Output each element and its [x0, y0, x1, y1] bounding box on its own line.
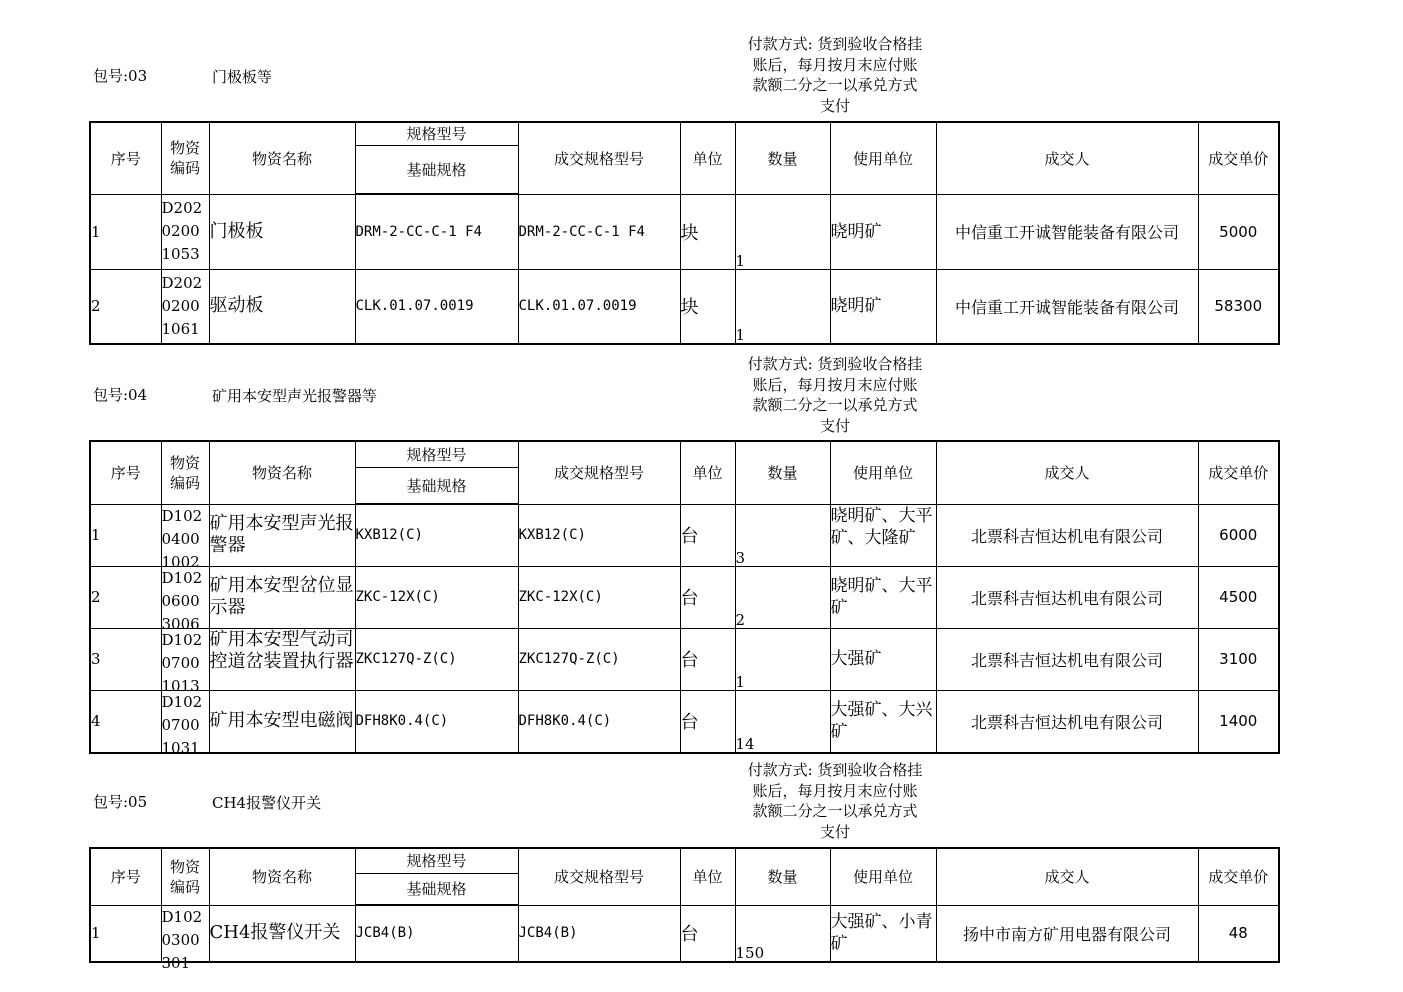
cell-name-text: 矿用本安型气动司控道岔装置执行器	[209, 628, 354, 672]
header-price: 成交单价	[1198, 122, 1279, 194]
payment-line: 支付	[819, 416, 850, 435]
cell-price: 3100	[1198, 628, 1279, 690]
cell-buyer: 北票科吉恒达机电有限公司	[936, 504, 1198, 566]
cell-name: 驱动板	[209, 269, 355, 344]
header-user-unit: 使用单位	[830, 441, 936, 504]
header-code-line: 编码	[169, 473, 200, 492]
header-code	[161, 848, 209, 905]
header-buyer: 成交人	[936, 848, 1198, 905]
cell-name: 矿用本安型声光报警器	[209, 504, 355, 566]
cell-user-unit: 大强矿	[830, 628, 936, 690]
cell-unit: 块	[680, 194, 735, 269]
cell-unit: 块	[680, 269, 735, 344]
cell-deal-spec: KXB12(C)	[518, 504, 680, 566]
header-spec-group: 规格型号	[355, 848, 518, 873]
header-code-line: 物资	[169, 453, 200, 472]
header-spec-base: 基础规格	[355, 467, 518, 504]
payment-terms	[735, 760, 935, 842]
payment-line: 账后，每月按月末应付账	[752, 781, 918, 800]
cell-unit: 台	[680, 690, 735, 753]
header-user-unit: 使用单位	[830, 848, 936, 905]
cell-unit: 台	[680, 504, 735, 566]
cell-seq: 2	[90, 269, 161, 344]
header-buyer: 成交人	[936, 122, 1198, 194]
header-deal-spec: 成交规格型号	[518, 441, 680, 504]
cell-user-unit	[830, 504, 936, 566]
cell-qty: 1	[735, 269, 830, 344]
cell-qty: 3	[735, 504, 830, 566]
cell-unit: 台	[680, 905, 735, 962]
header-price: 成交单价	[1198, 848, 1279, 905]
payment-line: 支付	[819, 822, 850, 841]
header-spec-group: 规格型号	[355, 122, 518, 145]
cell-buyer: 中信重工开诚智能装备有限公司	[936, 269, 1198, 344]
header-name: 物资名称	[209, 848, 355, 905]
cell-seq: 3	[90, 628, 161, 690]
package-number: 包号:04	[93, 386, 148, 404]
cell-price: 5000	[1198, 194, 1279, 269]
cell-seq: 4	[90, 690, 161, 753]
cell-price: 48	[1198, 905, 1279, 962]
cell-name: 门极板	[209, 194, 355, 269]
cell-code	[161, 566, 209, 633]
cell-base-spec: CLK.01.07.0019	[355, 269, 518, 344]
cell-qty: 1	[735, 194, 830, 269]
payment-line: 付款方式: 货到验收合格挂	[747, 761, 923, 779]
package-table	[89, 440, 1280, 757]
cell-code-text: D10204001002	[161, 506, 203, 571]
cell-seq: 1	[90, 905, 161, 962]
cell-user-unit: 晓明矿	[830, 269, 936, 344]
header-code	[161, 441, 209, 504]
header-buyer: 成交人	[936, 441, 1198, 504]
cell-user-unit-text: 晓明矿、大平矿、大隆矿	[830, 505, 933, 548]
cell-code: D20202001053	[161, 194, 209, 269]
header-name: 物资名称	[209, 122, 355, 194]
payment-terms	[735, 34, 935, 116]
cell-buyer: 北票科吉恒达机电有限公司	[936, 566, 1198, 628]
header-unit: 单位	[680, 441, 735, 504]
cell-price: 1400	[1198, 690, 1279, 753]
package-number: 包号:05	[93, 793, 148, 811]
header-code	[161, 122, 209, 194]
cell-deal-spec: DFH8K0.4(C)	[518, 690, 680, 753]
header-code-line: 物资	[169, 857, 200, 876]
payment-line: 账后，每月按月末应付账	[752, 375, 918, 394]
cell-code-text: D10207001013	[161, 630, 203, 695]
package-table	[89, 847, 1280, 972]
cell-name: 矿用本安型岔位显示器	[209, 566, 355, 628]
cell-user-unit: 晓明矿、大平矿	[830, 566, 936, 628]
payment-line: 付款方式: 货到验收合格挂	[747, 35, 923, 53]
table-row	[90, 269, 1279, 344]
payment-line: 支付	[819, 96, 850, 115]
header-spec-group: 规格型号	[355, 441, 518, 467]
cell-seq: 2	[90, 566, 161, 628]
cell-user-unit: 晓明矿	[830, 194, 936, 269]
table-row	[90, 194, 1279, 269]
cell-seq: 1	[90, 194, 161, 269]
cell-base-spec: KXB12(C)	[355, 504, 518, 566]
cell-base-spec: ZKC-12X(C)	[355, 566, 518, 628]
payment-line: 付款方式: 货到验收合格挂	[747, 355, 923, 373]
cell-code	[161, 628, 209, 695]
cell-qty: 2	[735, 566, 830, 628]
cell-user-unit: 大强矿、小青矿	[830, 905, 936, 962]
header-seq: 序号	[90, 441, 161, 504]
header-name: 物资名称	[209, 441, 355, 504]
cell-price: 4500	[1198, 566, 1279, 628]
header-price: 成交单价	[1198, 441, 1279, 504]
header-seq: 序号	[90, 848, 161, 905]
table-row	[90, 628, 1279, 690]
header-qty: 数量	[735, 848, 830, 905]
header-unit: 单位	[680, 848, 735, 905]
cell-qty: 1	[735, 628, 830, 690]
header-code-line: 编码	[169, 159, 200, 178]
header-spec-base: 基础规格	[355, 145, 518, 194]
cell-unit: 台	[680, 628, 735, 690]
payment-line: 款额二分之一以承兑方式	[752, 396, 918, 414]
header-user-unit: 使用单位	[830, 122, 936, 194]
cell-deal-spec: DRM-2-CC-C-1 F4	[518, 194, 680, 269]
table-row	[90, 566, 1279, 628]
cell-code-text: D10207001031	[161, 692, 203, 757]
cell-code	[161, 690, 209, 757]
cell-name	[209, 628, 355, 690]
cell-name: CH4报警仪开关	[209, 905, 355, 962]
cell-deal-spec: JCB4(B)	[518, 905, 680, 962]
payment-terms	[735, 354, 935, 436]
cell-price: 58300	[1198, 269, 1279, 344]
package-table	[89, 121, 1280, 345]
cell-base-spec: ZKC127Q-Z(C)	[355, 628, 518, 690]
cell-code-text: D10206003006	[161, 568, 203, 633]
package-number: 包号:03	[93, 67, 148, 85]
header-seq: 序号	[90, 122, 161, 194]
table-row	[90, 905, 1279, 962]
payment-line: 款额二分之一以承兑方式	[752, 802, 918, 820]
package-title: CH4报警仪开关	[212, 794, 322, 812]
cell-base-spec: DFH8K0.4(C)	[355, 690, 518, 753]
cell-unit: 台	[680, 566, 735, 628]
cell-qty: 14	[735, 690, 830, 753]
header-unit: 单位	[680, 122, 735, 194]
header-code-line: 物资	[169, 139, 200, 158]
cell-code: D20202001061	[161, 269, 209, 344]
header-spec-base: 基础规格	[355, 873, 518, 905]
cell-code	[161, 905, 209, 972]
cell-buyer: 扬中市南方矿用电器有限公司	[936, 905, 1198, 962]
payment-line: 账后，每月按月末应付账	[752, 55, 918, 74]
cell-deal-spec: ZKC-12X(C)	[518, 566, 680, 628]
header-deal-spec: 成交规格型号	[518, 122, 680, 194]
cell-base-spec: DRM-2-CC-C-1 F4	[355, 194, 518, 269]
cell-name: 矿用本安型电磁阀	[209, 690, 355, 753]
header-qty: 数量	[735, 122, 830, 194]
table-row	[90, 504, 1279, 566]
cell-base-spec: JCB4(B)	[355, 905, 518, 962]
cell-code	[161, 504, 209, 571]
header-deal-spec: 成交规格型号	[518, 848, 680, 905]
payment-line: 款额二分之一以承兑方式	[752, 76, 918, 94]
cell-buyer: 北票科吉恒达机电有限公司	[936, 628, 1198, 690]
cell-buyer: 北票科吉恒达机电有限公司	[936, 690, 1198, 753]
package-title: 门极板等	[212, 68, 273, 86]
header-code-line: 编码	[169, 877, 200, 896]
cell-deal-spec: ZKC127Q-Z(C)	[518, 628, 680, 690]
header-qty: 数量	[735, 441, 830, 504]
cell-deal-spec: CLK.01.07.0019	[518, 269, 680, 344]
cell-seq: 1	[90, 504, 161, 566]
cell-user-unit: 大强矿、大兴矿	[830, 690, 936, 753]
cell-price: 6000	[1198, 504, 1279, 566]
table-row	[90, 690, 1279, 753]
cell-buyer: 中信重工开诚智能装备有限公司	[936, 194, 1198, 269]
cell-qty: 150	[735, 905, 830, 962]
cell-code-text: D1020300301	[161, 907, 203, 972]
package-title: 矿用本安型声光报警器等	[212, 387, 378, 405]
